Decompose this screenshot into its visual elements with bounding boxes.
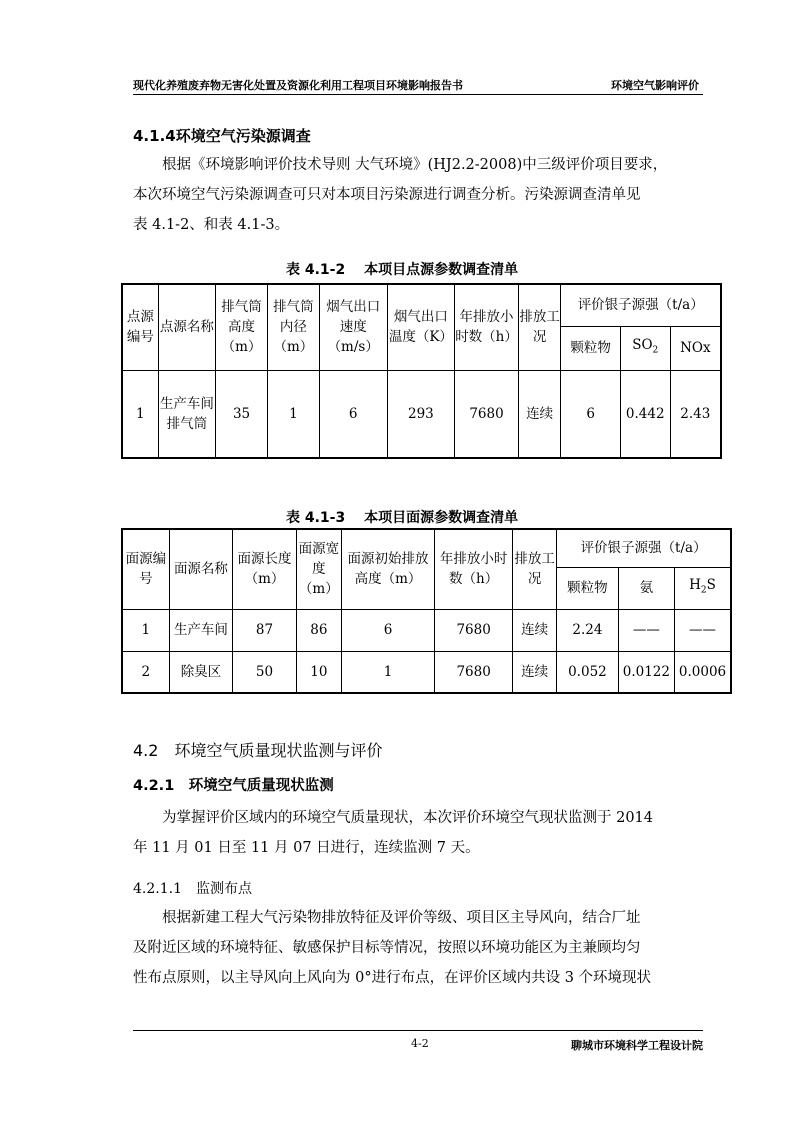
para-line: 年 11 月 01 日至 11 月 07 日进行，连续监测 7 天。 [133,840,480,856]
col-emission-mode: 排放工况 [513,529,557,609]
cell: 7680 [455,370,519,458]
col-point-name: 点源名称 [158,284,215,370]
area-source-table [121,528,732,694]
para-line: 为掌握评价区域内的环境空气质量现状，本次评价环境空气现状监测于 2014 [162,810,654,826]
cell: 1 [122,609,169,651]
cell: 2.43 [670,370,721,458]
col-source-strength: 评价银子源强（t/a） [557,529,731,567]
cell: —— [675,609,731,651]
cell: 6 [319,370,387,458]
cell: 2 [122,651,169,693]
cell: 7680 [435,609,513,651]
section-414-title: 4.1.4环境空气污染源调查 [133,127,311,145]
cell: 10 [296,651,341,693]
page-header [133,72,703,95]
table-row [122,370,721,458]
point-source-table [121,283,722,459]
cell: —— [618,609,674,651]
col-annual-hours: 年排放小时数（h） [435,529,513,609]
cell: 连续 [518,370,561,458]
para-line: 根据《环境影响评价技术导则 大气环境》(HJ2.2-2008)中三级评价项目要求， [162,157,668,173]
cell: 50 [233,651,297,693]
section-4211-paragraph [133,903,703,993]
col-area-id: 面源编号 [122,529,169,609]
cell: 1 [122,370,158,458]
cell: 除臭区 [169,651,233,693]
para-line: 根据新建工程大气污染物排放特征及评价等级、项目区主导风向，结合厂址 [162,910,641,926]
section-414-paragraph [133,150,703,240]
table1-caption: 表 4.1-2 本项目点源参数调查清单 [286,262,519,278]
para-line: 及附近区域的环境特征、敏感保护目标等情况，按照以环境功能区为主兼顾均匀 [133,940,641,956]
header-report-title: 现代化养殖废弃物无害化处置及资源化利用工程项目环境影响报告书 [133,79,463,92]
section-421-title: 4.2.1 环境空气质量现状监测 [133,778,334,794]
col-area-name: 面源名称 [169,529,233,609]
cell: 0.052 [557,651,619,693]
section-4211-title: 4.2.1.1 监测布点 [133,881,252,897]
col-particulate: 颗粒物 [557,567,619,609]
section-421-paragraph [133,803,703,863]
cell: 1 [341,651,434,693]
col-emission-mode: 排放工况 [518,284,561,370]
page-footer [133,1030,703,1055]
cell: 0.0122 [618,651,674,693]
cell: 1 [267,370,319,458]
col-exit-velocity: 烟气出口速度（m/s） [319,284,387,370]
footer-organization: 聊城市环境科学工程设计院 [571,1039,703,1052]
col-source-strength: 评价银子源强（t/a） [561,284,721,326]
cell: 2.24 [557,609,619,651]
header-chapter-title: 环境空气影响评价 [611,79,699,92]
cell: 86 [296,609,341,651]
col-particulate: 颗粒物 [561,326,620,370]
table-row [122,651,731,693]
cell: 7680 [435,651,513,693]
col-stack-height: 排气筒高度（m） [216,284,268,370]
cell: 0.442 [620,370,670,458]
para-line: 性布点原则，以主导风向上风向为 0°进行布点，在评价区域内共设 3 个环境现状 [133,970,652,986]
cell: 0.0006 [675,651,731,693]
table-row [122,609,731,651]
col-area-length: 面源长度（m） [233,529,297,609]
col-h2s: $H_2S$ [675,567,731,609]
col-annual-hours: 年排放小时数（h） [455,284,519,370]
table2-caption: 表 4.1-3 本项目面源参数调查清单 [286,510,519,526]
col-exit-temp: 烟气出口温度（K） [387,284,455,370]
cell: 87 [233,609,297,651]
para-line: 本次环境空气污染源调查可只对本项目污染源进行调查分析。污染源调查清单见 [133,187,641,203]
col-nox: NOx [670,326,721,370]
cell: 生产车间排气筒 [158,370,215,458]
cell: 293 [387,370,455,458]
cell: 生产车间 [169,609,233,651]
para-line: 表 4.1-2、和表 4.1-3。 [133,217,290,233]
col-area-width: 面源宽度（m） [296,529,341,609]
cell: 连续 [513,609,557,651]
cell: 6 [561,370,620,458]
cell: 6 [341,609,434,651]
col-release-height: 面源初始排放高度（m） [341,529,434,609]
cell: 连续 [513,651,557,693]
section-42-title: 4.2 环境空气质量现状监测与评价 [133,741,383,760]
col-point-id: 点源编号 [122,284,158,370]
cell: 35 [216,370,268,458]
col-so2: $SO_2$ [620,326,670,370]
col-stack-diameter: 排气筒内径（m） [267,284,319,370]
page-number: 4-2 [411,1037,429,1050]
col-ammonia: 氨 [618,567,674,609]
